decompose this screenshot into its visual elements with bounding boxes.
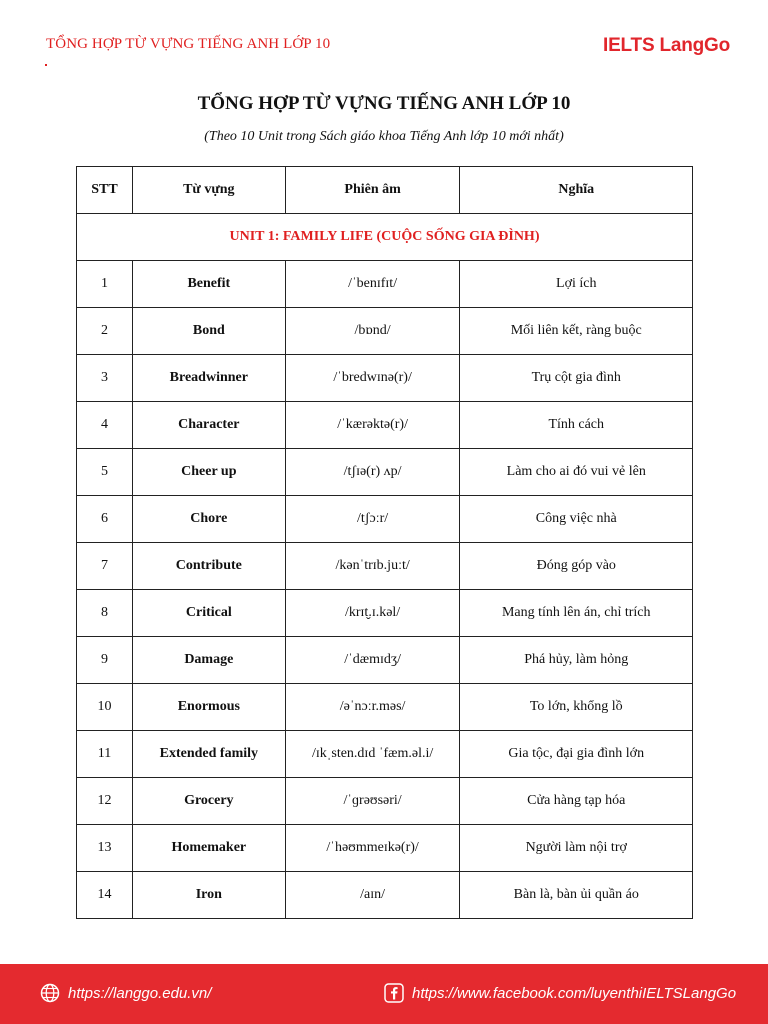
facebook-icon [384, 983, 404, 1003]
page-footer [0, 964, 768, 1024]
row-number: 10 [77, 684, 133, 731]
unit-heading-row [77, 214, 693, 261]
table-row [77, 590, 693, 637]
header-ipa: Phiên âm [285, 167, 460, 214]
row-meaning: Gia tộc, đại gia đình lớn [460, 731, 693, 778]
row-number: 9 [77, 637, 133, 684]
row-meaning: Cửa hàng tạp hóa [460, 778, 693, 825]
row-meaning: Phá hủy, làm hỏng [460, 637, 693, 684]
document-subtitle: (Theo 10 Unit trong Sách giáo khoa Tiếng Anh lớp 10 mới nhất) [204, 129, 564, 144]
logo-ielts-text: IELTS [603, 35, 655, 56]
table-row [77, 684, 693, 731]
row-word: Extended family [132, 731, 285, 778]
row-meaning: Người làm nội trợ [460, 825, 693, 872]
header-word: Từ vựng [132, 167, 285, 214]
table-row [77, 355, 693, 402]
row-ipa: /ˈdæmɪdʒ/ [285, 637, 460, 684]
unit-title: UNIT 1: FAMILY LIFE (CUỘC SỐNG GIA ĐÌNH) [77, 214, 693, 261]
row-meaning: Trụ cột gia đình [460, 355, 693, 402]
header-meaning: Nghĩa [460, 167, 693, 214]
row-ipa: /kənˈtrɪb.juːt/ [285, 543, 460, 590]
table-header-row [77, 167, 693, 214]
row-meaning: Mối liên kết, ràng buộc [460, 308, 693, 355]
row-number: 8 [77, 590, 133, 637]
row-word: Bond [132, 308, 285, 355]
row-number: 14 [77, 872, 133, 919]
row-meaning: Lợi ích [460, 261, 693, 308]
table-row [77, 825, 693, 872]
row-word: Grocery [132, 778, 285, 825]
row-number: 12 [77, 778, 133, 825]
facebook-link[interactable]: https://www.facebook.com/luyenthiIELTSLangGo [412, 984, 737, 1002]
row-word: Chore [132, 496, 285, 543]
row-meaning: Mang tính lên án, chỉ trích [460, 590, 693, 637]
row-word: Benefit [132, 261, 285, 308]
row-number: 13 [77, 825, 133, 872]
row-word: Critical [132, 590, 285, 637]
row-meaning: To lớn, khổng lồ [460, 684, 693, 731]
row-word: Enormous [132, 684, 285, 731]
table-row [77, 308, 693, 355]
table-row [77, 496, 693, 543]
row-ipa: /əˈnɔːr.məs/ [285, 684, 460, 731]
table-row [77, 778, 693, 825]
ielts-langgo-logo [603, 35, 730, 57]
row-word: Damage [132, 637, 285, 684]
row-number: 1 [77, 261, 133, 308]
row-ipa: /ˈkærəktə(r)/ [285, 402, 460, 449]
table-row [77, 637, 693, 684]
row-number: 7 [77, 543, 133, 590]
row-ipa: /bɒnd/ [285, 308, 460, 355]
row-meaning: Đóng góp vào [460, 543, 693, 590]
footer-website[interactable] [40, 983, 211, 1003]
row-meaning: Bàn là, bàn ủi quần áo [460, 872, 693, 919]
row-number: 3 [77, 355, 133, 402]
row-ipa: /ˈɡrəʊsəri/ [285, 778, 460, 825]
website-link[interactable]: https://langgo.edu.vn/ [68, 984, 212, 1002]
row-word: Iron [132, 872, 285, 919]
header-dot [45, 64, 47, 66]
table-row [77, 449, 693, 496]
table-row [77, 731, 693, 778]
row-word: Breadwinner [132, 355, 285, 402]
row-word: Contribute [132, 543, 285, 590]
logo-langgo-text: LangGo [659, 35, 731, 56]
row-ipa: /ɪkˌsten.dɪd ˈfæm.əl.i/ [285, 731, 460, 778]
table-row [77, 261, 693, 308]
row-ipa: /ˈbenɪfɪt/ [285, 261, 460, 308]
row-number: 2 [77, 308, 133, 355]
row-meaning: Làm cho ai đó vui vẻ lên [460, 449, 693, 496]
row-number: 6 [77, 496, 133, 543]
page-header [0, 0, 768, 80]
table-row [77, 543, 693, 590]
row-meaning: Công việc nhà [460, 496, 693, 543]
row-ipa: /tʃɔːr/ [285, 496, 460, 543]
document-title: TỔNG HỢP TỪ VỰNG TIẾNG ANH LỚP 10 [197, 93, 571, 114]
row-number: 4 [77, 402, 133, 449]
row-ipa: /krɪt̬.ɪ.kəl/ [285, 590, 460, 637]
row-word: Cheer up [132, 449, 285, 496]
table-row [77, 402, 693, 449]
row-word: Homemaker [132, 825, 285, 872]
header-stt: STT [77, 167, 133, 214]
row-number: 11 [77, 731, 133, 778]
globe-icon [40, 983, 60, 1003]
vocabulary-table [76, 166, 693, 919]
row-ipa: /tʃɪə(r) ʌp/ [285, 449, 460, 496]
table-row [77, 872, 693, 919]
row-ipa: /ˈhəʊmmeɪkə(r)/ [285, 825, 460, 872]
header-title: TỔNG HỢP TỪ VỰNG TIẾNG ANH LỚP 10 [46, 36, 331, 52]
row-ipa: /ˈbredwɪnə(r)/ [285, 355, 460, 402]
row-number: 5 [77, 449, 133, 496]
footer-facebook[interactable] [384, 983, 736, 1003]
row-ipa: /aɪn/ [285, 872, 460, 919]
row-word: Character [132, 402, 285, 449]
row-meaning: Tính cách [460, 402, 693, 449]
